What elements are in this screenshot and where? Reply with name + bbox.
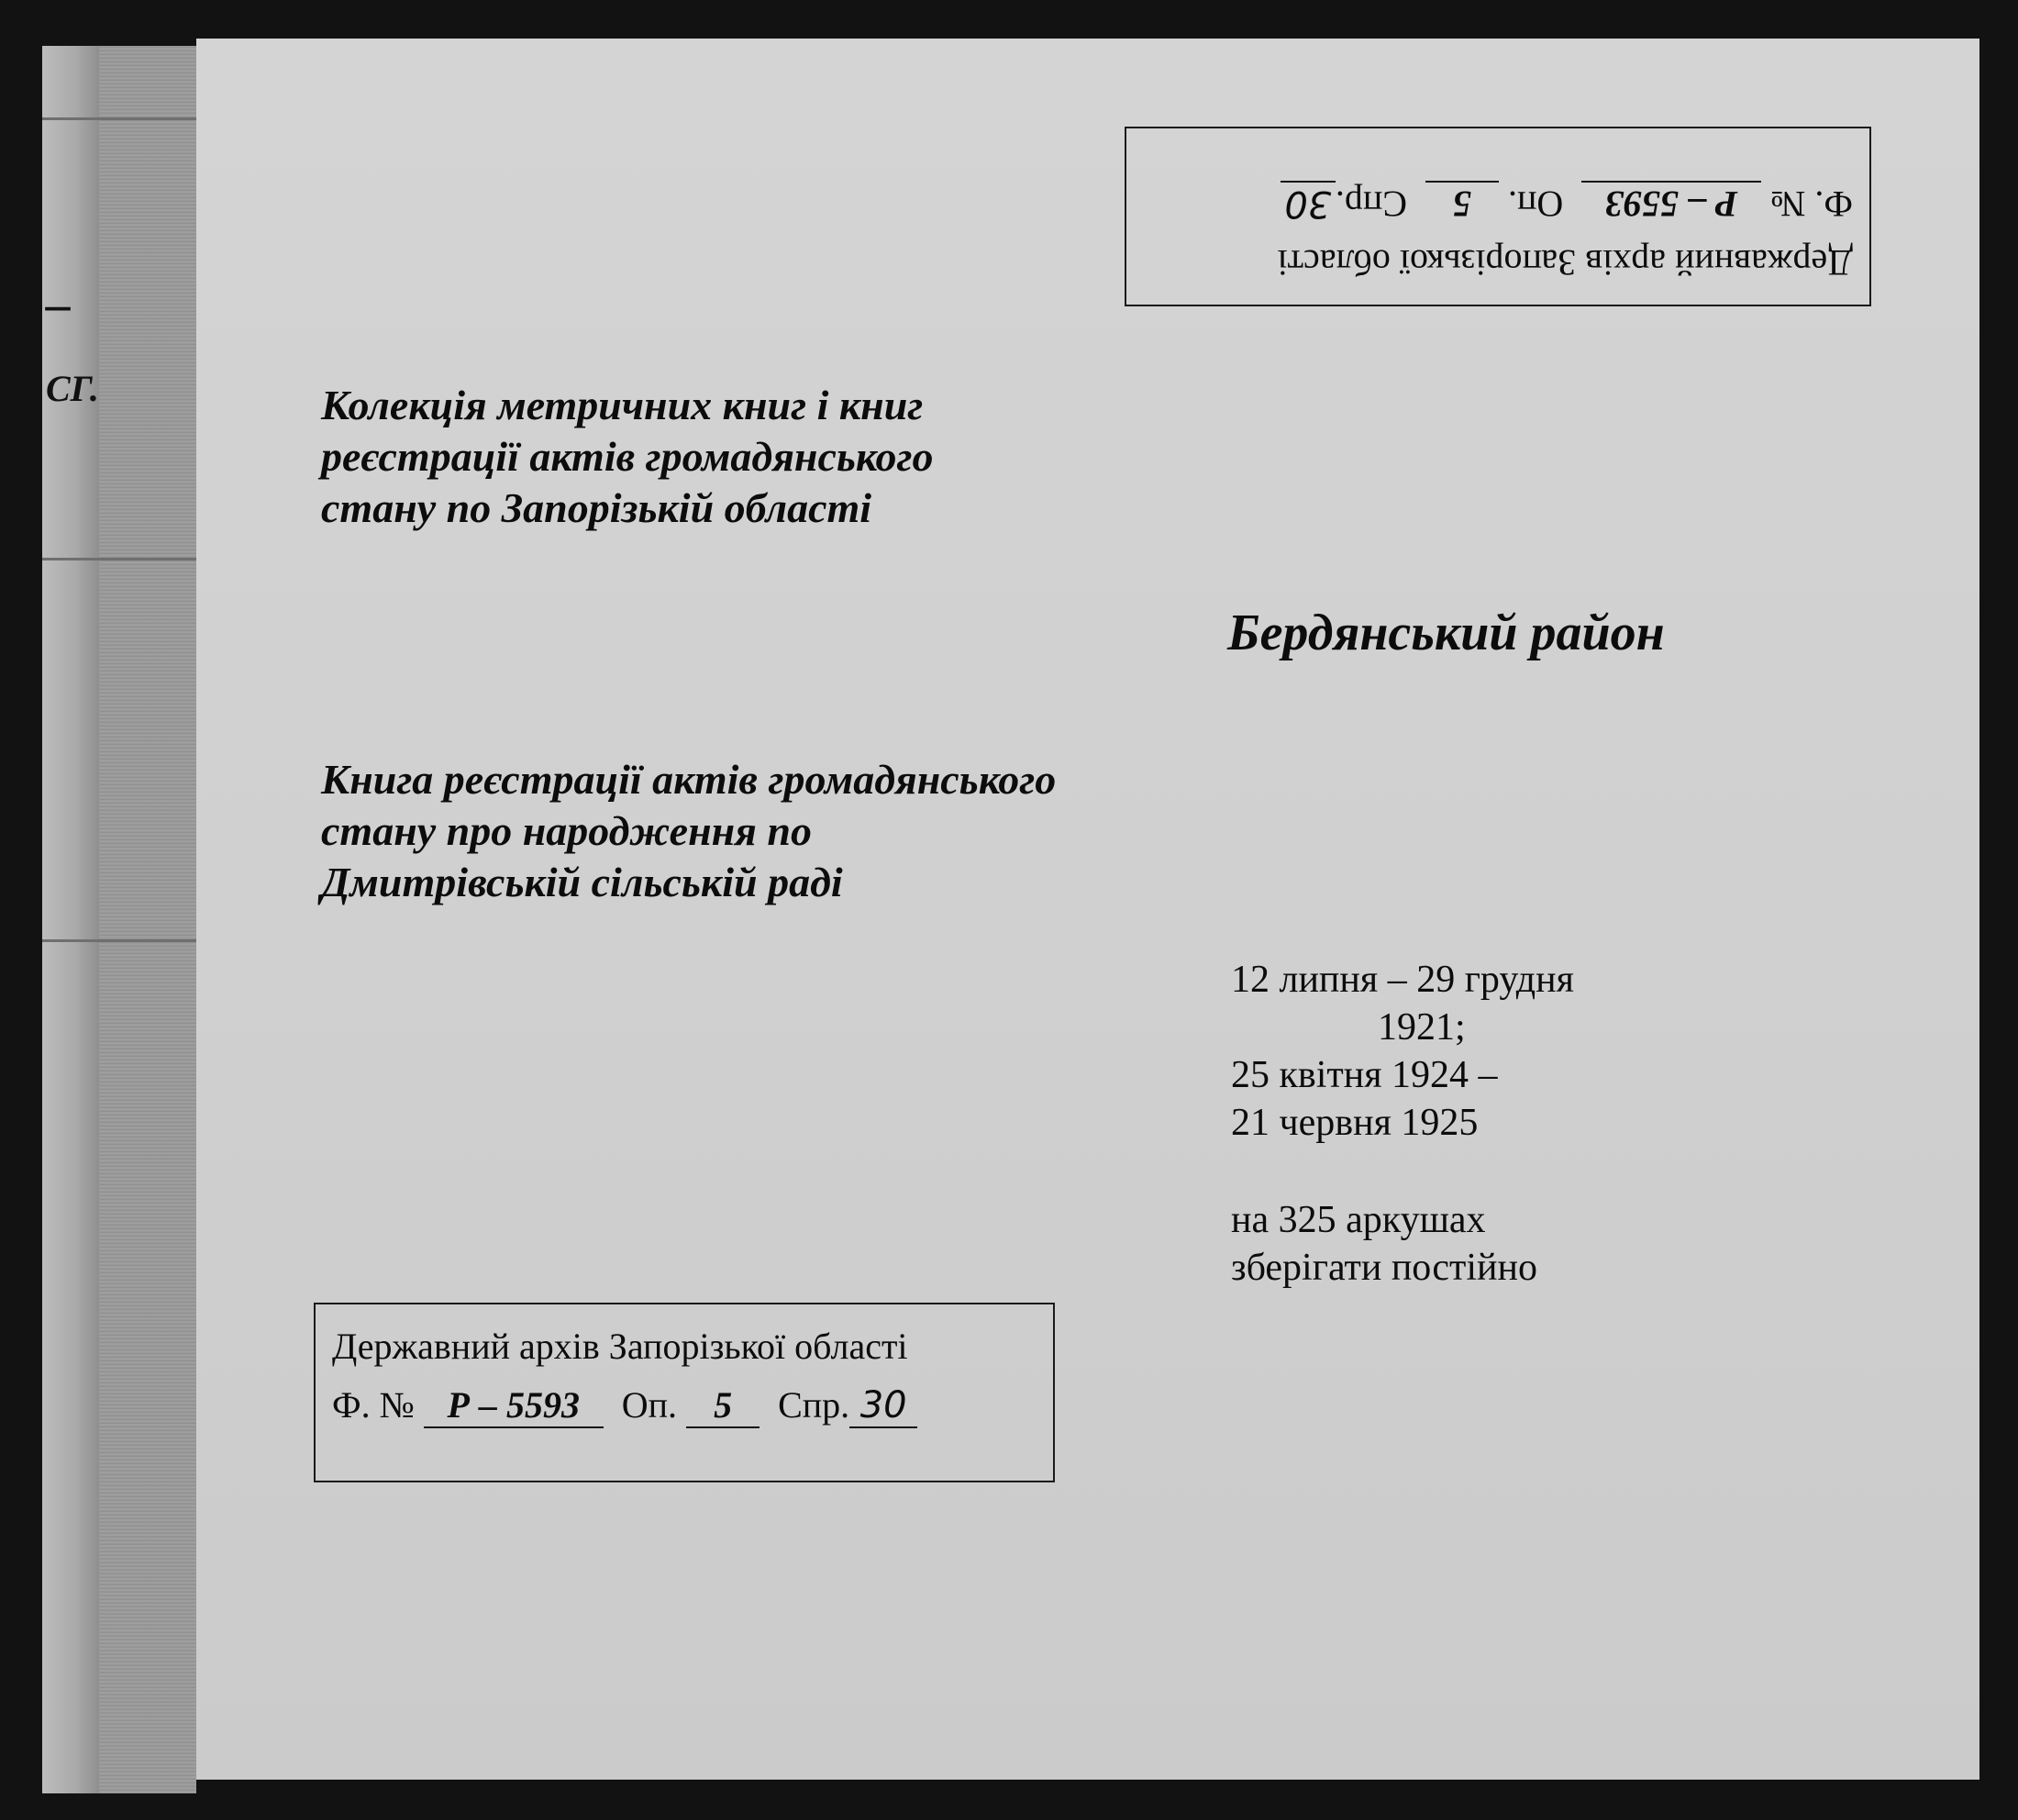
opys-number: 5 [1425, 181, 1499, 225]
cover-page [196, 39, 1979, 1780]
binding-seam [42, 117, 196, 120]
stamp-archive-name: Державний архів Запорізької області [332, 1326, 908, 1367]
date-line: 21 червня 1925 [1231, 1102, 1479, 1144]
binding-seam [42, 558, 196, 560]
book-title [321, 754, 1056, 908]
collection-title-line: Колекція метричних книг і книг [321, 382, 924, 428]
opys-label: Оп. [621, 1384, 678, 1426]
sprava-label: Спр. [778, 1384, 850, 1426]
date-line: 25 квітня 1924 – [1231, 1054, 1498, 1096]
fond-label: Ф. № [332, 1384, 415, 1426]
stamp-reference-row [1143, 174, 1853, 233]
district-title: Бердянський район [1227, 605, 1665, 661]
opys-label: Оп. [1507, 183, 1564, 225]
opys-number: 5 [686, 1384, 760, 1428]
sprava-number: 30 [849, 1384, 917, 1428]
stamp-archive-name: Державний архів Запорізької області [1277, 242, 1853, 283]
book-title-line: стану про народження по [321, 807, 812, 854]
collection-title-line: реєстрації актів громадянського [321, 433, 934, 480]
date-line: 12 липня – 29 грудня [1231, 959, 1574, 1001]
sheet-count: на 325 аркушах [1231, 1199, 1486, 1241]
date-range [1231, 956, 1574, 1147]
binding-tape [99, 46, 196, 1793]
collection-title-line: стану по Запорізькій області [321, 484, 872, 531]
fond-number: Р – 5593 [1581, 181, 1761, 225]
book-title-line: Дмитрівській сільській раді [321, 859, 843, 905]
storage-info [1231, 1196, 1537, 1292]
sprava-number: 30 [1281, 181, 1336, 225]
collection-title [321, 380, 933, 534]
retention-note: зберігати постійно [1231, 1247, 1537, 1289]
spine-mark-text: СГ. [46, 368, 99, 409]
archive-stamp [314, 1303, 1055, 1482]
spine-mark-dash: – [46, 276, 71, 331]
sprava-label: Спр. [1335, 183, 1407, 225]
book-title-line: Книга реєстрації актів громадянського [321, 756, 1057, 803]
fond-number: Р – 5593 [424, 1384, 604, 1428]
date-line: 1921; [1378, 1006, 1466, 1049]
stamp-reference-row [332, 1376, 1037, 1435]
archive-stamp-inverted [1125, 127, 1871, 306]
binding-seam [42, 939, 196, 942]
fond-label: Ф. № [1770, 183, 1853, 225]
